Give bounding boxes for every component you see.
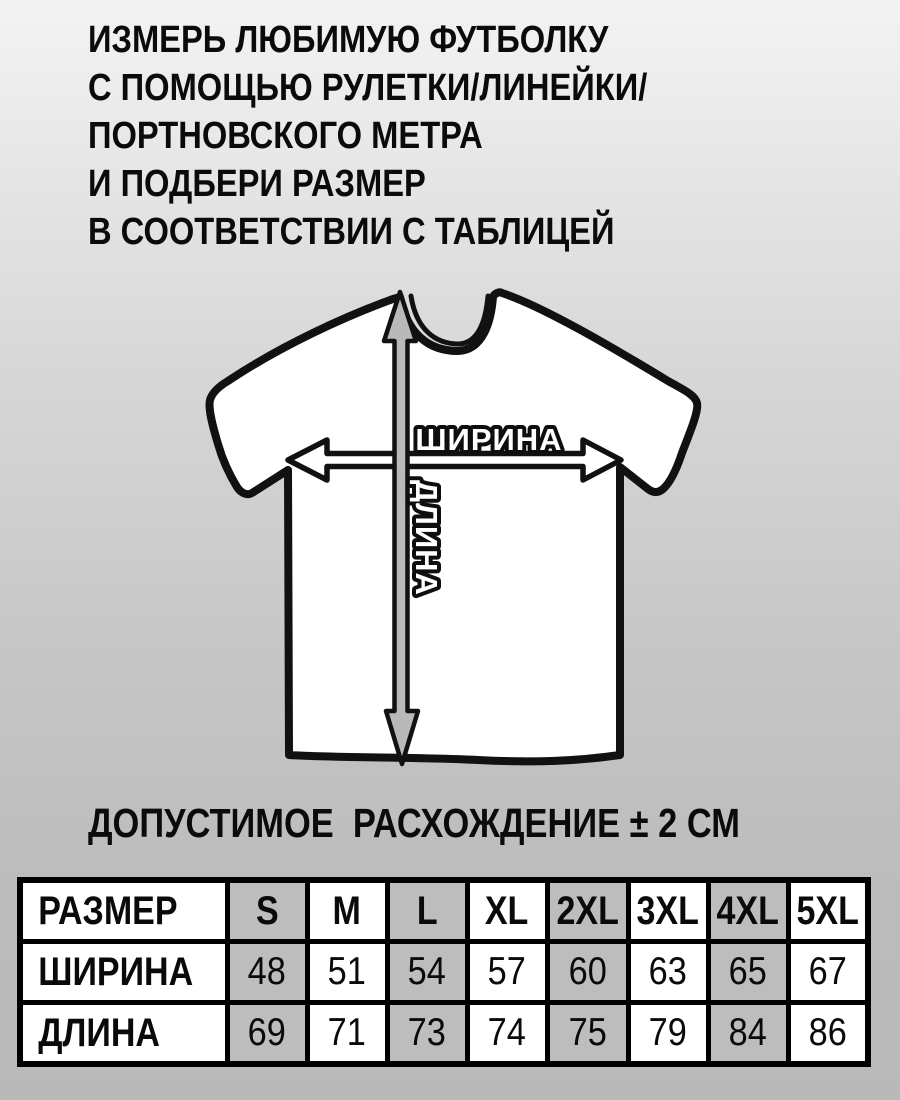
width-row-label-cell	[20, 942, 227, 1003]
size-column-header-l	[387, 880, 467, 942]
length-row-label-cell	[20, 1003, 227, 1065]
width-arrow-label: ШИРИНА	[415, 422, 563, 457]
header-label: 3XL	[636, 888, 700, 933]
header-label: S	[255, 888, 279, 933]
instruction-line: И ПОДБЕРИ РАЗМЕР	[88, 163, 426, 205]
width-value-3xl	[628, 942, 708, 1003]
instruction-line: В СООТВЕТСТВИИ С ТАБЛИЦЕЙ	[88, 211, 615, 253]
size-table-corner-header	[20, 880, 227, 942]
header-label: 5XL	[796, 888, 859, 933]
length-row	[20, 1003, 868, 1065]
header-label: XL	[485, 888, 529, 933]
width-value-4xl	[708, 942, 788, 1003]
width-value: 63	[648, 950, 688, 993]
row-label: ДЛИНА	[38, 1010, 160, 1055]
length-value-m	[307, 1003, 387, 1065]
length-value-2xl	[547, 1003, 628, 1065]
width-value-5xl	[788, 942, 868, 1003]
width-value: 67	[808, 950, 847, 993]
size-column-header-xl	[467, 880, 547, 942]
length-value: 71	[327, 1011, 367, 1054]
size-column-header-4xl	[708, 880, 788, 942]
length-value-3xl	[628, 1003, 708, 1065]
header-label: 2XL	[556, 888, 619, 933]
length-value: 74	[487, 1011, 527, 1054]
size-column-header-3xl	[628, 880, 708, 942]
size-column-header-5xl	[788, 880, 868, 942]
width-value-l	[387, 942, 467, 1003]
length-value: 79	[648, 1011, 688, 1054]
length-value: 86	[808, 1011, 847, 1054]
size-table	[17, 877, 871, 1067]
length-value: 75	[568, 1011, 607, 1054]
length-value-4xl	[708, 1003, 788, 1065]
width-value: 54	[407, 950, 447, 993]
header-label: M	[332, 888, 362, 933]
length-value-5xl	[788, 1003, 868, 1065]
length-value: 73	[407, 1011, 447, 1054]
width-row	[20, 942, 868, 1003]
instruction-line: С ПОМОЩЬЮ РУЛЕТКИ/ЛИНЕЙКИ/	[88, 67, 648, 109]
row-label: ШИРИНА	[38, 949, 194, 994]
length-value: 84	[728, 1011, 768, 1054]
header-label: L	[416, 888, 438, 933]
width-value-2xl	[547, 942, 628, 1003]
width-value-m	[307, 942, 387, 1003]
width-value-s	[227, 942, 307, 1003]
instruction-line: ПОРТНОВСКОГО МЕТРА	[88, 115, 483, 157]
length-value-l	[387, 1003, 467, 1065]
size-column-header-m	[307, 880, 387, 942]
size-column-header-2xl	[547, 880, 628, 942]
instruction-line: ИЗМЕРЬ ЛЮБИМУЮ ФУТБОЛКУ	[88, 19, 609, 61]
length-value: 69	[247, 1011, 287, 1054]
width-value: 65	[728, 950, 768, 993]
width-value: 57	[487, 950, 527, 993]
header-label: 4XL	[716, 888, 780, 933]
length-arrow-label: ДЛИНА	[409, 480, 444, 596]
header-label: РАЗМЕР	[38, 888, 178, 933]
width-value: 51	[327, 950, 367, 993]
width-value: 60	[568, 950, 607, 993]
width-value: 48	[247, 950, 287, 993]
size-column-header-s	[227, 880, 307, 942]
width-value-xl	[467, 942, 547, 1003]
length-value-s	[227, 1003, 307, 1065]
length-value-xl	[467, 1003, 547, 1065]
tolerance-note: ДОПУСТИМОЕ РАСХОЖДЕНИЕ ± 2 СМ	[88, 800, 740, 846]
tshirt-outline	[209, 292, 697, 761]
size-table-header-row	[20, 880, 868, 942]
